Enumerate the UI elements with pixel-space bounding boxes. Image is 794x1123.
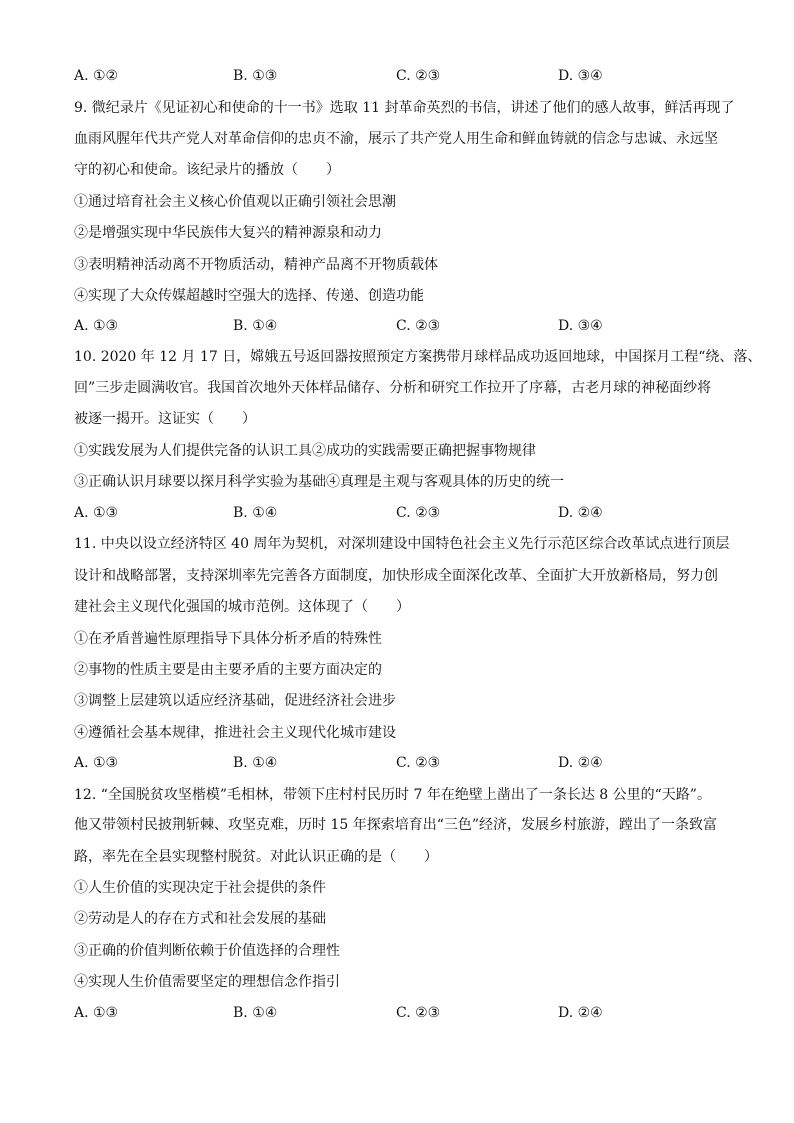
statement: ①通过培育社会主义核心价值观以正确引领社会思潮 [74,194,396,210]
prev-question-options [0,66,794,86]
question-options [0,503,794,523]
question-stem-line: 回”三步走圆满收官。我国首次地外天体样品储存、分析和研究工作拉开了序幕，古老月球的神秘面纱将 [74,380,712,396]
question-stem-line: 设计和战略部署，支持深圳率先完善各方面制度，加快形成全面深化改革、全面扩大开放新格局，努力创 [74,568,718,584]
option-b[interactable]: B. ①③ [233,68,278,84]
option-d[interactable]: D. ②④ [558,505,603,521]
option-a[interactable]: A. ①③ [74,755,119,771]
question-stem-line: 9. 微纪录片《见证初心和使命的十一书》选取 11 封革命英烈的书信，讲述了他们的感人故事，鲜活再现了 [74,100,735,116]
statement: ③正确的价值判断依赖于价值选择的合理性 [74,943,340,959]
question-options [0,753,794,773]
option-a[interactable]: A. ①② [74,68,119,84]
question-stem-line: 守的初心和使命。该纪录片的播放（ ） [74,162,340,178]
option-d[interactable]: D. ③④ [558,68,603,84]
option-c[interactable]: C. ②③ [396,318,441,334]
statement: ④实现了大众传媒超越时空强大的选择、传递、创造功能 [74,288,424,304]
option-c[interactable]: C. ②③ [396,755,441,771]
option-a[interactable]: A. ①③ [74,318,119,334]
statement: ④遵循社会基本规律，推进社会主义现代化城市建设 [74,725,396,741]
option-b[interactable]: B. ①④ [233,318,278,334]
question-stem-line: 10. 2020 年 12 月 17 日，嫦娥五号返回器按照预定方案携带月球样品成功返回地球，中国探月工程“绕、落、 [74,349,762,365]
statement: ②是增强实现中华民族伟大复兴的精神源泉和动力 [74,225,382,241]
question-stem-line: 被逐一揭开。这证实（ ） [74,411,256,427]
question-stem-line: 血雨风腥年代共产党人对革命信仰的忠贞不渝，展示了共产党人用生命和鲜血铸就的信念与忠诚、永远坚 [74,131,718,147]
option-b[interactable]: B. ①④ [233,755,278,771]
question-stem-line: 12. “全国脱贫攻坚楷模”毛相林，带领下庄村村民历时 7 年在绝壁上凿出了一条长达 8 公里的“天路”。 [74,787,711,803]
statement: ①在矛盾普遍性原理指导下具体分析矛盾的特殊性 [74,631,382,647]
statement: ③正确认识月球要以探月科学实验为基础④真理是主观与客观具体的历史的统一 [74,474,564,490]
option-b[interactable]: B. ①④ [233,1005,278,1021]
question-stem-line: 路，率先在全县实现整村脱贫。对此认识正确的是（ ） [74,849,438,865]
question-stem-line: 建社会主义现代化强国的城市范例。这体现了（ ） [74,599,410,615]
option-b[interactable]: B. ①④ [233,505,278,521]
statement: ③表明精神活动离不开物质活动，精神产品离不开物质载体 [74,257,438,273]
statement: ②劳动是人的存在方式和社会发展的基础 [74,911,326,927]
option-d[interactable]: D. ③④ [558,318,603,334]
option-d[interactable]: D. ②④ [558,1005,603,1021]
option-a[interactable]: A. ①③ [74,505,119,521]
statement: ③调整上层建筑以适应经济基础，促进经济社会进步 [74,693,396,709]
question-stem-line: 他又带领村民披荆斩棘、攻坚克难，历时 15 年探索培育出“三色”经济，发展乡村旅游，蹚出了一条致富 [74,817,718,833]
statement: ②事物的性质主要是由主要矛盾的主要方面决定的 [74,662,382,678]
question-stem-line: 11. 中央以设立经济特区 40 周年为契机，对深圳建设中国特色社会主义先行示范区综合改革试点进行顶层 [74,536,730,552]
option-c[interactable]: C. ②③ [396,68,441,84]
question-options [0,1003,794,1023]
option-a[interactable]: A. ①③ [74,1005,119,1021]
question-options [0,316,794,336]
statement: ①实践发展为人们提供完备的认识工具②成功的实践需要正确把握事物规律 [74,443,536,459]
option-c[interactable]: C. ②③ [396,1005,441,1021]
option-c[interactable]: C. ②③ [396,505,441,521]
statement: ④实现人生价值需要坚定的理想信念作指引 [74,974,340,990]
statement: ①人生价值的实现决定于社会提供的条件 [74,880,326,896]
option-d[interactable]: D. ②④ [558,755,603,771]
